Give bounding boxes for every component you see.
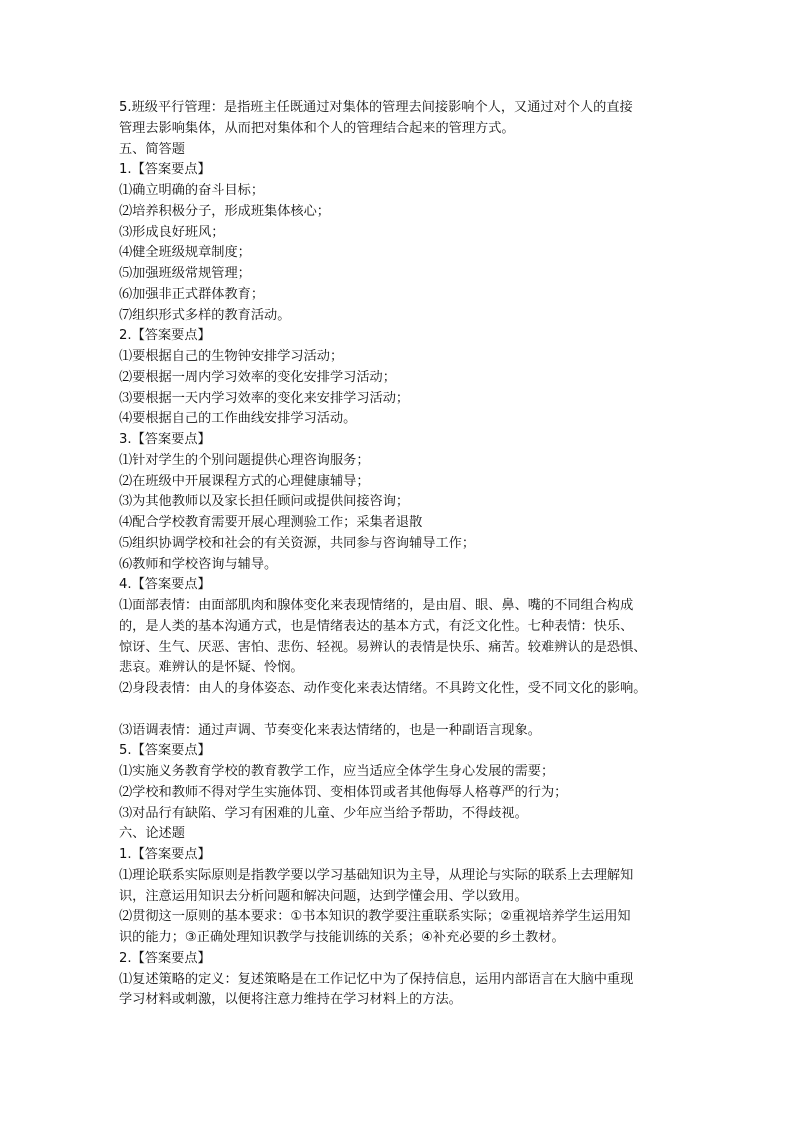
- text-line: ⑴实施义务教育学校的教育教学工作，应当适应全体学生身心发展的需要；: [119, 764, 555, 779]
- text-line: ⑸加强班级常规管理；: [119, 266, 251, 281]
- text-line: ⑶要根据一天内学习效率的变化来安排学习活动；: [119, 390, 410, 406]
- text-line: 2.【答案要点】: [119, 950, 211, 966]
- text-line: 3.【答案要点】: [119, 432, 211, 447]
- text-line: 六、论述题: [119, 826, 185, 842]
- text-line: ⑵身段表情：由人的身体姿态、动作变化来表达情绪。不具跨文化性，受不同文化的影响。: [119, 681, 647, 696]
- text-line: 学习材料或刺激，以便将注意力维持在学习材料上的方法。: [119, 992, 462, 1008]
- text-line: ⑵培养积极分子，形成班集体核心；: [119, 203, 330, 219]
- text-line: 的，是人类的基本沟通方式，也是情绪表达的基本方式，有泛文化性。七种表情：快乐、: [119, 618, 634, 634]
- text-line: ⑴针对学生的个别问题提供心理咨询服务；: [119, 452, 370, 468]
- text-line: 2.【答案要点】: [119, 328, 211, 344]
- text-line: ⑹教师和学校咨询与辅导。: [119, 556, 278, 572]
- text-line: 识的能力；③正确处理知识教学与技能训练的关系；④补充必要的乡土教材。: [119, 930, 565, 945]
- text-line: 惊讶、生气、厌恶、害怕、悲伤、轻视。易辨认的表情是快乐、痛苦。较难辨认的是恐惧、: [119, 639, 647, 655]
- text-line: ⑵在班级中开展课程方式的心理健康辅导；: [119, 473, 370, 489]
- text-line: ⑴复述策略的定义：复述策略是在工作记忆中为了保持信息，运用内部语言在大脑中重现: [119, 971, 634, 987]
- text-line: ⑸组织协调学校和社会的有关资源，共同参与咨询辅导工作；: [119, 535, 476, 551]
- text-line: ⑶形成良好班风；: [119, 224, 225, 240]
- text-line: ⑴理论联系实际原则是指教学要以学习基础知识为主导，从理论与实际的联系上去理解知: [119, 867, 634, 883]
- text-line: ⑶为其他教师以及家长担任顾问或提供间接咨询；: [119, 494, 410, 510]
- text-line: 5.班级平行管理：是指班主任既通过对集体的管理去间接影响个人，又通过对个人的直接: [119, 100, 633, 115]
- text-line: 管理去影响集体，从而把对集体和个人的管理结合起来的管理方式。: [119, 120, 515, 136]
- text-line: ⑵学校和教师不得对学生实施体罚、变相体罚或者其他侮辱人格尊严的行为；: [119, 784, 568, 800]
- text-line: ⑷健全班级规章制度；: [119, 245, 251, 261]
- text-line: 5.【答案要点】: [119, 743, 211, 759]
- text-line: ⑷要根据自己的工作曲线安排学习活动。: [119, 411, 357, 427]
- text-line: ⑴确立明确的奋斗目标；: [119, 183, 265, 198]
- text-line: ⑵贯彻这一原则的基本要求：①书本知识的教学要注重联系实际；②重视培养学生运用知: [119, 909, 631, 925]
- text-line: 五、简答题: [119, 141, 185, 157]
- text-line: ⑴面部表情：由面部肌肉和腺体变化来表现情绪的，是由眉、眼、鼻、嘴的不同组合构成: [119, 598, 634, 613]
- text-line: ⑶语调表情：通过声调、节奏变化来表达情绪的，也是一种副语言现象。: [119, 722, 541, 738]
- text-line: ⑺组织形式多样的教育活动。: [119, 307, 291, 323]
- text-line: ⑵要根据一周内学习效率的变化安排学习活动；: [119, 369, 396, 385]
- text-line: 识，注意运用知识去分析问题和解决问题，达到学懂会用、学以致用。: [119, 888, 528, 904]
- text-line: 1.【答案要点】: [119, 847, 211, 862]
- text-line: ⑷配合学校教育需要开展心理测验工作；采集者退散: [119, 515, 423, 530]
- text-line: ⑴要根据自己的生物钟安排学习活动；: [119, 349, 344, 364]
- text-line: 4.【答案要点】: [119, 577, 211, 593]
- text-line: 悲哀。难辨认的是怀疑、怜悯。: [119, 660, 304, 676]
- text-line: ⑹加强非正式群体教育；: [119, 286, 265, 302]
- blank-line: [119, 700, 685, 721]
- text-line: ⑶对品行有缺陷、学习有困难的儿童、少年应当给予帮助，不得歧视。: [119, 805, 528, 821]
- document-page: [119, 98, 685, 1011]
- text-line: 1.【答案要点】: [119, 162, 211, 178]
